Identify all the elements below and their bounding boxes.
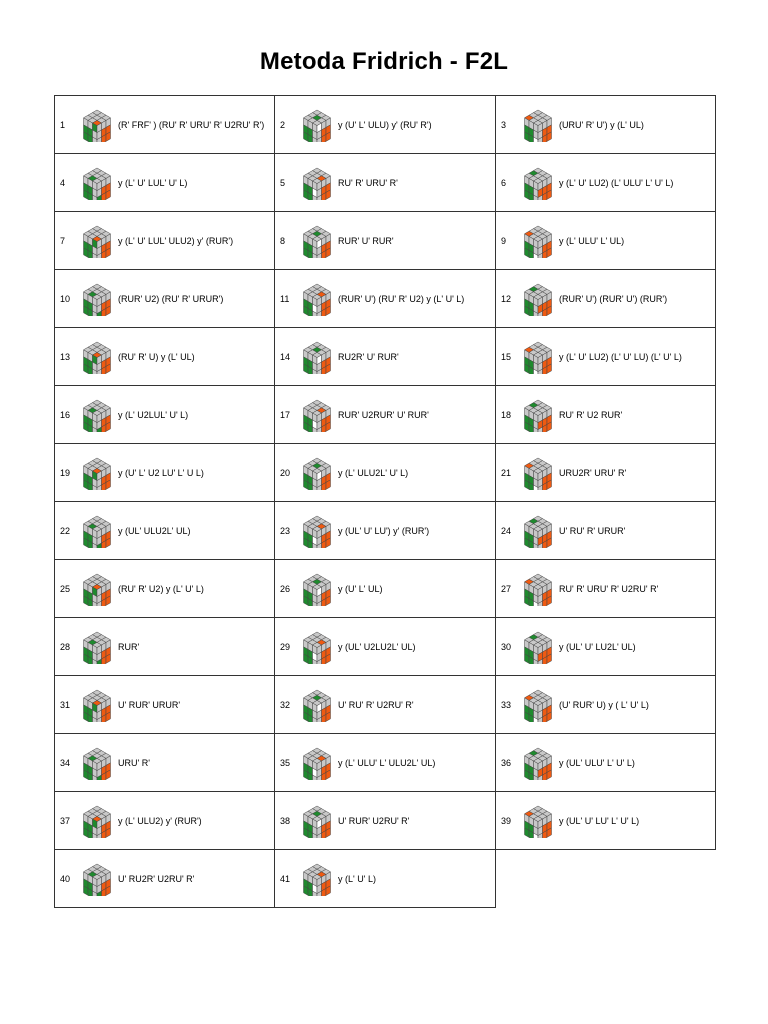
cube-icon — [523, 746, 553, 780]
page-title: Metoda Fridrich - F2L — [259, 48, 509, 75]
cube-icon — [82, 514, 112, 548]
case-cell — [495, 327, 716, 386]
case-cell — [54, 385, 275, 444]
cube-icon — [523, 688, 553, 722]
case-cell — [495, 153, 716, 212]
case-cell — [54, 269, 275, 328]
case-number: 35 — [280, 757, 291, 768]
cube-icon — [523, 804, 553, 838]
cube-icon — [82, 166, 112, 200]
case-number: 12 — [501, 293, 512, 304]
cube-icon — [523, 456, 553, 490]
case-number: 32 — [280, 699, 291, 710]
cube-icon — [302, 630, 332, 664]
case-number: 11 — [280, 293, 290, 304]
case-cell — [54, 153, 275, 212]
case-number: 23 — [280, 525, 291, 536]
cube-icon — [302, 398, 332, 432]
algorithm-text: (U' RUR' U) y ( L' U' L) — [559, 699, 649, 710]
cube-icon — [302, 340, 332, 374]
table-row — [54, 559, 716, 617]
case-cell — [274, 733, 496, 792]
case-number: 3 — [501, 119, 507, 130]
algorithm-text: URU' R' — [118, 757, 150, 768]
case-number: 29 — [280, 641, 291, 652]
cube-icon — [82, 630, 112, 664]
algorithm-text: (URU' R' U') y (L' UL) — [559, 119, 644, 130]
cube-icon — [523, 224, 553, 258]
case-number: 34 — [60, 757, 71, 768]
case-cell — [274, 501, 496, 560]
algorithm-text: y (L' U2LUL' U' L) — [118, 409, 189, 420]
case-number: 40 — [60, 873, 71, 884]
algorithm-text: y (UL' ULU2L' UL) — [118, 525, 191, 536]
case-cell — [54, 327, 275, 386]
algorithm-text: y (U' L' UL) — [338, 583, 383, 594]
case-cell — [274, 95, 496, 154]
algorithm-text: y (L' ULU2) y' (RUR') — [118, 815, 202, 826]
algorithm-text: y (U' L' U2 LU' L' U L) — [118, 467, 204, 478]
table-row — [54, 617, 716, 675]
case-cell — [274, 617, 496, 676]
algorithm-text: y (L' U' LUL' U' L) — [118, 177, 188, 188]
case-number: 10 — [60, 293, 71, 304]
case-cell — [495, 617, 716, 676]
case-number: 33 — [501, 699, 512, 710]
case-cell — [495, 791, 716, 850]
case-number: 39 — [501, 815, 512, 826]
algorithm-text: (RUR' U') (RUR' U') (RUR') — [559, 293, 668, 304]
case-number: 21 — [501, 467, 512, 478]
algorithm-text: y (L' ULU2L' U' L) — [338, 467, 409, 478]
case-number: 18 — [501, 409, 512, 420]
cube-icon — [523, 166, 553, 200]
case-cell — [54, 559, 275, 618]
case-number: 36 — [501, 757, 512, 768]
case-number: 8 — [280, 235, 286, 246]
case-cell — [274, 675, 496, 734]
cube-icon — [302, 456, 332, 490]
case-cell — [54, 675, 275, 734]
case-number: 1 — [60, 119, 66, 130]
cube-icon — [523, 108, 553, 142]
cube-icon — [523, 398, 553, 432]
case-cell — [495, 675, 716, 734]
table-row — [54, 95, 716, 153]
cube-icon — [523, 630, 553, 664]
case-cell — [495, 733, 716, 792]
cube-icon — [523, 514, 553, 548]
cube-icon — [82, 746, 112, 780]
table-row — [54, 153, 716, 211]
cube-icon — [82, 688, 112, 722]
cube-icon — [302, 572, 332, 606]
case-cell — [54, 211, 275, 270]
cube-icon — [82, 398, 112, 432]
table-row — [54, 269, 716, 327]
cube-icon — [302, 514, 332, 548]
case-cell — [274, 385, 496, 444]
case-number: 9 — [501, 235, 507, 246]
algorithm-text: RUR' U' RUR' — [338, 235, 394, 246]
cube-icon — [302, 166, 332, 200]
algorithm-text: y (L' U' LU2) (L' ULU' L' U' L) — [559, 177, 674, 188]
cube-icon — [82, 224, 112, 258]
cube-icon — [82, 456, 112, 490]
case-number: 4 — [60, 177, 66, 188]
case-cell — [54, 443, 275, 502]
case-cell — [54, 501, 275, 560]
case-cell — [54, 617, 275, 676]
algorithm-text: RU2R' U' RUR' — [338, 351, 399, 362]
algorithm-text: y (L' U' L) — [338, 873, 376, 884]
algorithm-text: RU' R' URU' R' — [338, 177, 398, 188]
cube-icon — [302, 746, 332, 780]
case-number: 41 — [280, 873, 291, 884]
case-number: 28 — [60, 641, 71, 652]
table-row — [54, 791, 716, 849]
algorithm-text: y (UL' U' LU' L' U' L) — [559, 815, 640, 826]
case-number: 30 — [501, 641, 512, 652]
case-cell — [274, 269, 496, 328]
algorithm-text: y (UL' U2LU2L' UL) — [338, 641, 416, 652]
case-cell — [274, 559, 496, 618]
cube-icon — [302, 224, 332, 258]
case-cell — [274, 443, 496, 502]
algorithm-text: y (L' U' LU2) (L' U' LU) (L' U' L) — [559, 351, 682, 362]
empty-cell — [495, 849, 716, 908]
case-cell — [495, 501, 716, 560]
case-cell — [54, 849, 275, 908]
case-number: 25 — [60, 583, 71, 594]
case-number: 38 — [280, 815, 291, 826]
cube-icon — [302, 688, 332, 722]
case-cell — [495, 443, 716, 502]
case-number: 20 — [280, 467, 291, 478]
table-row — [54, 675, 716, 733]
case-number: 26 — [280, 583, 291, 594]
case-cell — [495, 211, 716, 270]
case-number: 7 — [60, 235, 66, 246]
case-number: 24 — [501, 525, 512, 536]
table-row — [54, 501, 716, 559]
algorithm-text: RU' R' U2 RUR' — [559, 409, 623, 420]
case-number: 14 — [280, 351, 291, 362]
table-row — [54, 733, 716, 791]
table-row — [54, 211, 716, 269]
table-row — [54, 327, 716, 385]
case-cell — [274, 791, 496, 850]
cube-icon — [82, 108, 112, 142]
case-cell — [54, 95, 275, 154]
cube-icon — [302, 282, 332, 316]
algorithm-text: y (UL' ULU' L' U' L) — [559, 757, 635, 768]
case-number: 37 — [60, 815, 71, 826]
algorithm-text: RU' R' URU' R' U2RU' R' — [559, 583, 659, 594]
case-number: 5 — [280, 177, 286, 188]
algorithm-text: U' RUR' U2RU' R' — [338, 815, 410, 826]
case-cell — [274, 153, 496, 212]
f2l-case-table — [54, 95, 716, 907]
case-cell — [274, 327, 496, 386]
case-number: 31 — [60, 699, 71, 710]
cube-icon — [523, 340, 553, 374]
algorithm-text: y (L' ULU' L' ULU2L' UL) — [338, 757, 436, 768]
case-number: 16 — [60, 409, 71, 420]
cube-icon — [523, 572, 553, 606]
cube-icon — [523, 282, 553, 316]
algorithm-text: (RU' R' U) y (L' UL) — [118, 351, 195, 362]
algorithm-text: y (L' U' LUL' ULU2) y' (RUR') — [118, 235, 234, 246]
case-cell — [495, 269, 716, 328]
algorithm-text: (RUR' U2) (RU' R' URUR') — [118, 293, 224, 304]
case-number: 22 — [60, 525, 71, 536]
table-row — [54, 385, 716, 443]
case-cell — [54, 733, 275, 792]
case-number: 2 — [280, 119, 286, 130]
algorithm-text: (RUR' U') (RU' R' U2) y (L' U' L) — [338, 293, 465, 304]
algorithm-text: U' RU2R' U2RU' R' — [118, 873, 195, 884]
algorithm-text: y (UL' U' LU') y' (RUR') — [338, 525, 430, 536]
case-cell — [495, 559, 716, 618]
cube-icon — [302, 804, 332, 838]
case-number: 19 — [60, 467, 71, 478]
algorithm-text: y (UL' U' LU2L' UL) — [559, 641, 636, 652]
case-number: 13 — [60, 351, 71, 362]
cube-icon — [82, 340, 112, 374]
cube-icon — [82, 282, 112, 316]
case-cell — [274, 849, 496, 908]
cube-icon — [302, 862, 332, 896]
case-number: 6 — [501, 177, 507, 188]
case-number: 15 — [501, 351, 512, 362]
algorithm-text: URU2R' URU' R' — [559, 467, 627, 478]
algorithm-text: (RU' R' U2) y (L' U' L) — [118, 583, 204, 594]
case-cell — [54, 791, 275, 850]
cube-icon — [82, 862, 112, 896]
algorithm-text: RUR' — [118, 641, 140, 652]
cube-icon — [82, 572, 112, 606]
case-cell — [495, 95, 716, 154]
algorithm-text: RUR' U2RUR' U' RUR' — [338, 409, 429, 420]
case-number: 27 — [501, 583, 512, 594]
table-row — [54, 443, 716, 501]
algorithm-text: y (U' L' ULU) y' (RU' R') — [338, 119, 432, 130]
algorithm-text: U' RUR' URUR' — [118, 699, 181, 710]
cube-icon — [82, 804, 112, 838]
case-number: 17 — [280, 409, 291, 420]
algorithm-text: (R' FRF' ) (RU' R' URU' R' U2RU' R') — [118, 119, 265, 130]
case-cell — [495, 385, 716, 444]
cube-icon — [302, 108, 332, 142]
table-row — [54, 849, 716, 907]
case-cell — [274, 211, 496, 270]
algorithm-text: y (L' ULU' L' UL) — [559, 235, 625, 246]
algorithm-text: U' RU' R' URUR' — [559, 525, 626, 536]
algorithm-text: U' RU' R' U2RU' R' — [338, 699, 414, 710]
